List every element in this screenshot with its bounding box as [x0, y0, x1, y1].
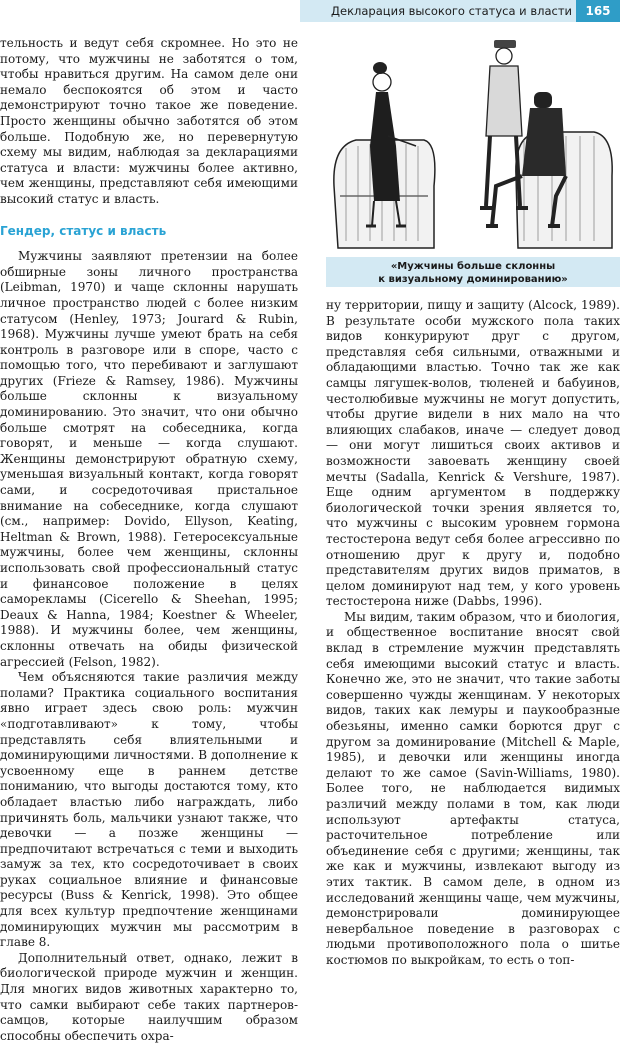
cartoon-illustration [326, 36, 620, 254]
paragraph: ну территории, пищу и защиту (Alcock, 1989). В результате особи мужского пола таких видов конкурируют друг с другом, представляя себя сильными, отважными и обладающими властью. Точно так же как самцы лягушек-волов, тюленей и бабуинов, честолюбивые мужчины не могут допустить, чтобы другие видели в них мало на что влияющих слабаков, иначе — следует довод — они могут лишиться своих активов и возможности завоевать женщину своей мечты (Sadalla, Kenrick & Vershure, 1987). Еще одним аргументом в поддержку биологической точки зрения является то, что мужчины с высоким уровнем гормона тестостерона ведут себя более агрессивно по отношению друг к другу и, подобно представителям других видов приматов, в целом доминируют над тем, у кого уровень тестостерона ниже (Dabbs, 1996). [326, 298, 620, 609]
left-column [0, 36, 298, 1044]
caption-line: к визуальному доминированию» [378, 274, 568, 285]
running-title: Декларация высокого статуса и власти [331, 4, 572, 18]
paragraph: тельность и ведут себя скромнее. Но это не потому, что мужчины не заботятся о том, чтобы нравиться другим. На самом деле они немало беспокоятся об этом и часто демонстрируют точно такое же поведение. Просто женщины обычно заботятся об этом больше. Подобную же, но перевернутую схему мы видим, наблюдая за декларациями статуса и власти: мужчины более активно, чем женщины, представляют себя имеющими высокий статус и власть. [0, 36, 298, 206]
paragraph: Мужчины заявляют претензии на более обширные зоны личного пространства (Leibman, 1970) и чаще склонны нарушать личное пространство людей с более низким статусом (Henley, 1973; Jourard & Rubin, 1968). Мужчины лучше умеют брать на себя контроль в разговоре или в споре, часто с помощью того, что перебивают и заглушают других (Frieze & Ramsey, 1986). Мужчины больше склонны к визуальному доминированию. Это значит, что они обычно больше смотрят на собеседника, когда говорят, и меньше — когда слушают. Женщины демонстрируют обратную схему, уменьшая визуальный контакт, когда говорят сами, и сосредоточивая пристальное внимание на собеседнике, когда слушают (см., например: Dovido, Ellyson, Keating, Heltman & Brown, 1988). Гетеросексуальные мужчины, более чем женщины, склонны использовать свой профессиональный статус и финансовое положение в целях саморекламы (Cicerello & Sheehan, 1995; Deaux & Hanna, 1984; Koestner & Wheeler, 1988). И мужчины более, чем женщины, склонны отвечать на обиды физической агрессией (Felson, 1982). [0, 249, 298, 669]
caption-line: «Мужчины больше склонны [390, 261, 556, 272]
paragraph: Чем объясняются такие различия между полами? Практика социального воспитания явно играет здесь свою роль: мужчин «подготавливают» к тому, чтобы представлять себя влиятельными и доминирующими личностями. В дополнение к усвоенному еще в раннем детстве пониманию, что выгоды достаются тому, кто обладает властью либо награждать, либо причинять боль, мальчики узнают также, что девочки — а позже женщины — предпочитают встречаться с теми и выходить замуж за тех, кто сосредоточивает в своих руках социальное влияние и финансовые ресурсы (Buss & Kenrick, 1998). Это общее для всех культур предпочтение женщинами доминирующих мужчин мы рассмотрим в главе 8. [0, 670, 298, 950]
paragraph: Мы видим, таким образом, что и биология, и общественное воспитание вносят свой вклад в стремление мужчин представлять себя имеющими высокий статус и власть. Конечно же, это не значит, что такие заботы совершенно чужды женщинам. У некоторых видов, таких как лемуры и паукообразные обезьяны, именно самки борются друг с другом за доминирование (Mitchell & Maple, 1985), и девочки или женщины иногда делают то же самое (Savin-Williams, 1980). Более того, не наблюдается видимых различий между полами в том, как люди используют артефакты статуса, расточительное потребление или объединение себя с другими; женщины, так же как и мужчины, извлекают выгоду из этих тактик. В самом деле, в одном из исследований женщины чаще, чем мужчины, демонстрировали доминирующее невербальное поведение в разговорах с людьми противоположного пола о шитье костюмов по выкройкам, то есть о топ- [326, 609, 620, 967]
figure-caption [326, 257, 620, 287]
paragraph: Дополнительный ответ, однако, лежит в биологической природе мужчин и женщин. Для многих видов животных характерно то, что самки выбирают себе таких партнеров-самцов, которые наилучшим образом способны обеспечить охра- [0, 950, 298, 1043]
cartoon-drawing [326, 36, 620, 254]
right-column [326, 298, 620, 969]
page-number: 165 [576, 0, 620, 22]
page-header [0, 0, 620, 22]
section-heading: Гендер, статус и власть [0, 223, 167, 238]
